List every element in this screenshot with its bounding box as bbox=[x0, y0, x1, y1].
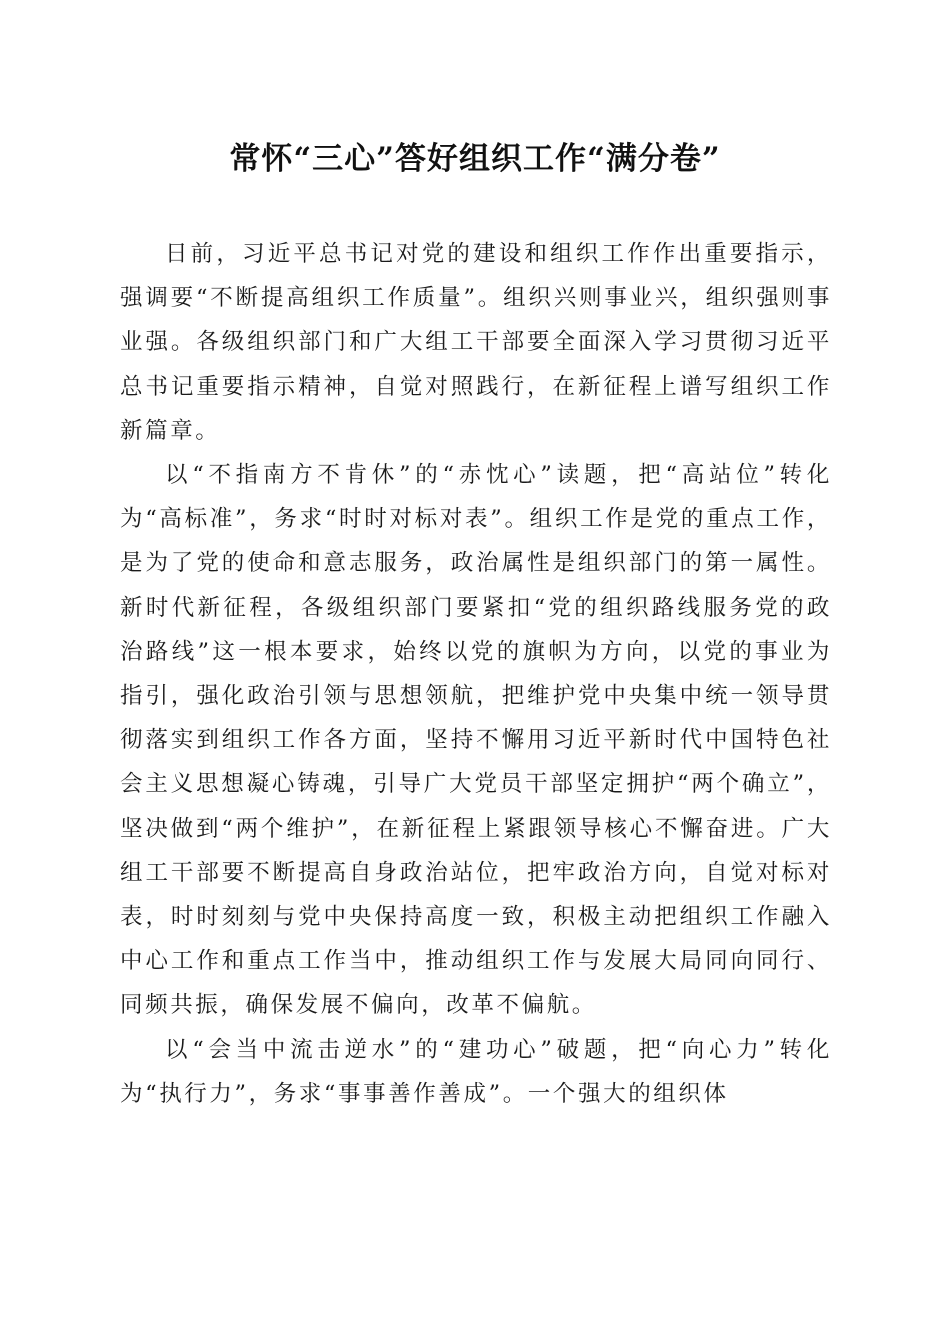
paragraph: 以“会当中流击逆水”的“建功心”破题，把“向心力”转化为“执行力”，务求“事事善作善成”。一个强大的组织体 bbox=[120, 1036, 832, 1107]
document-body bbox=[120, 232, 832, 1116]
paragraph: 以“不指南方不肯休”的“赤忱心”读题，把“高站位”转化为“高标准”，务求“时时对标对表”。组织工作是党的重点工作，是为了党的使命和意志服务，政治属性是组织部门的第一属性。新时代新征程，各级组织部门要紧扣“党的组织路线服务党的政治路线”这一根本要求，始终以党的旗帜为方向，以党的事业为指引，强化政治引领与思想领航，把维护党中央集中统一领导贯彻落实到组织工作各方面，坚持不懈用习近平新时代中国特色社会主义思想凝心铸魂，引导广大党员干部坚定拥护“两个确立”，坚决做到“两个维护”，在新征程上紧跟领导核心不懈奋进。广大组工干部要不断提高自身政治站位，把牢政治方向，自觉对标对表，时时刻刻与党中央保持高度一致，积极主动把组织工作融入中心工作和重点工作当中，推动组织工作与发展大局同向同行、同频共振，确保发展不偏向，改革不偏航。 bbox=[120, 462, 832, 1019]
paragraph: 日前，习近平总书记对党的建设和组织工作作出重要指示，强调要“不断提高组织工作质量”。组织兴则事业兴，组织强则事业强。各级组织部门和广大组工干部要全面深入学习贯彻习近平总书记重要指示精神，自觉对照践行，在新征程上谱写组织工作新篇章。 bbox=[120, 241, 832, 444]
document-title: 常怀“三心”答好组织工作“满分卷” bbox=[229, 141, 721, 177]
